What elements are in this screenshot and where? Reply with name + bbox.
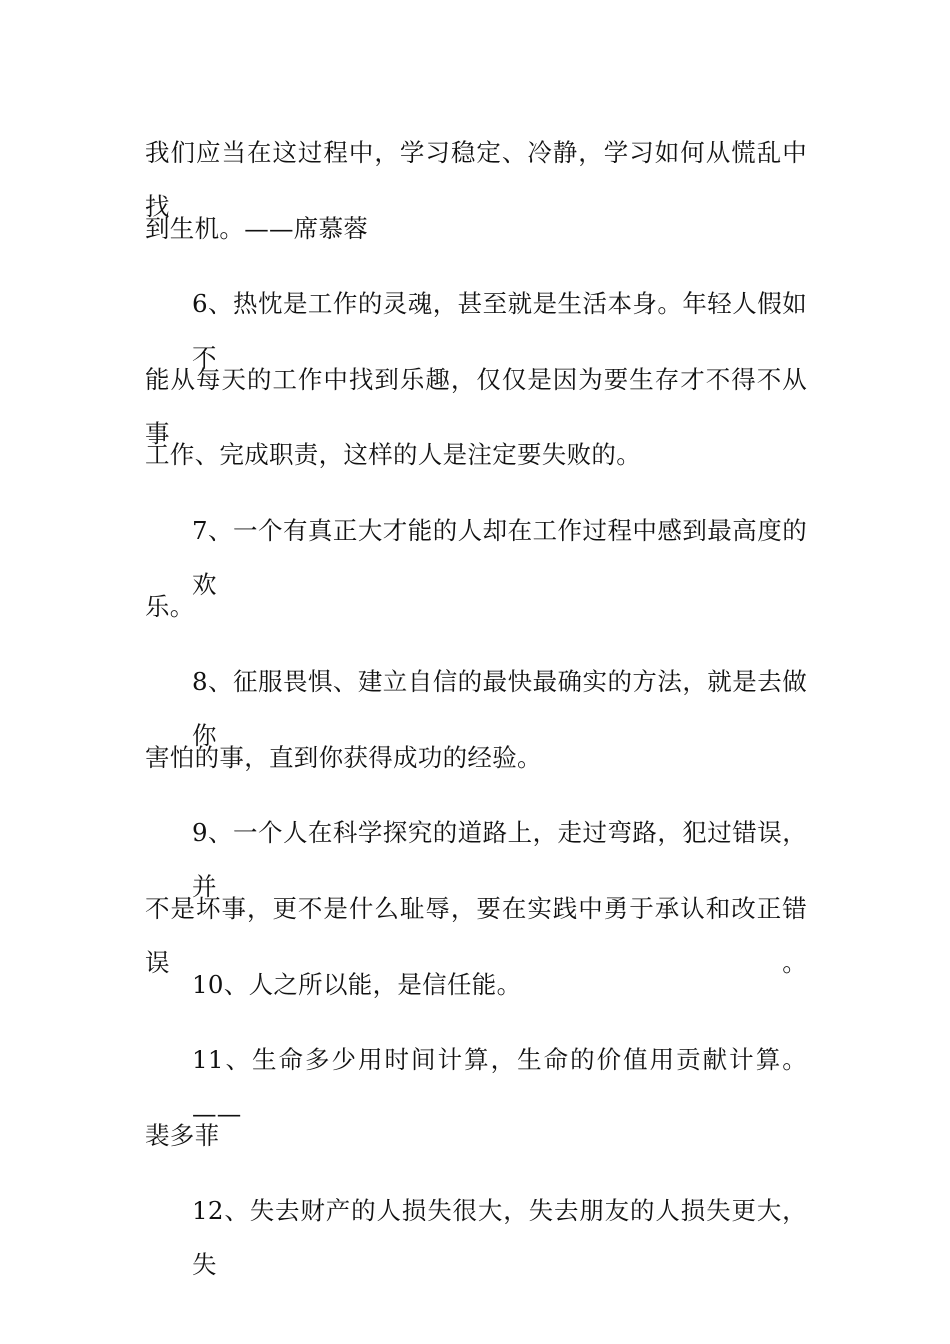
paragraph-6-start: 6、热忱是工作的灵魂，甚至就是生活本身。年轻人假如不 [192,289,807,373]
text-line: 能从每天的工作中找到乐趣，仅仅是因为要生存才不得不从事 [145,364,807,448]
text-line: 乐。 [145,591,195,621]
document-body [145,126,807,1280]
paragraph-7-start: 7、一个有真正大才能的人却在工作过程中感到最高度的欢 [192,515,807,599]
text-line: 到生机。——席慕蓉 [145,213,369,243]
paragraph-8-start: 8、征服畏惧、建立自信的最快最确实的方法，就是去做你 [192,667,807,751]
text-line: 工作、完成职责，这样的人是注定要失败的。 [145,440,641,470]
text-line: 害怕的事，直到你获得成功的经验。 [145,742,542,772]
text-line: 我们应当在这过程中，学习稳定、冷静，学习如何从慌乱中找 [145,138,807,221]
paragraph-9-start: 9、一个人在科学探究的道路上，走过弯路，犯过错误，并 [192,818,807,902]
text-line: 裴多菲 [145,1120,220,1150]
paragraph-11-start: 11、生命多少用时间计算，生命的价值用贡献计算。—— [192,1045,807,1129]
paragraph-12-start: 12、失去财产的人损失很大，失去朋友的人损失更大，失 [192,1196,807,1280]
text-line: 不是坏事，更不是什么耻辱，要在实践中勇于承认和改正错误。 [145,893,807,977]
paragraph-10: 10、人之所以能，是信任能。 [192,969,522,999]
